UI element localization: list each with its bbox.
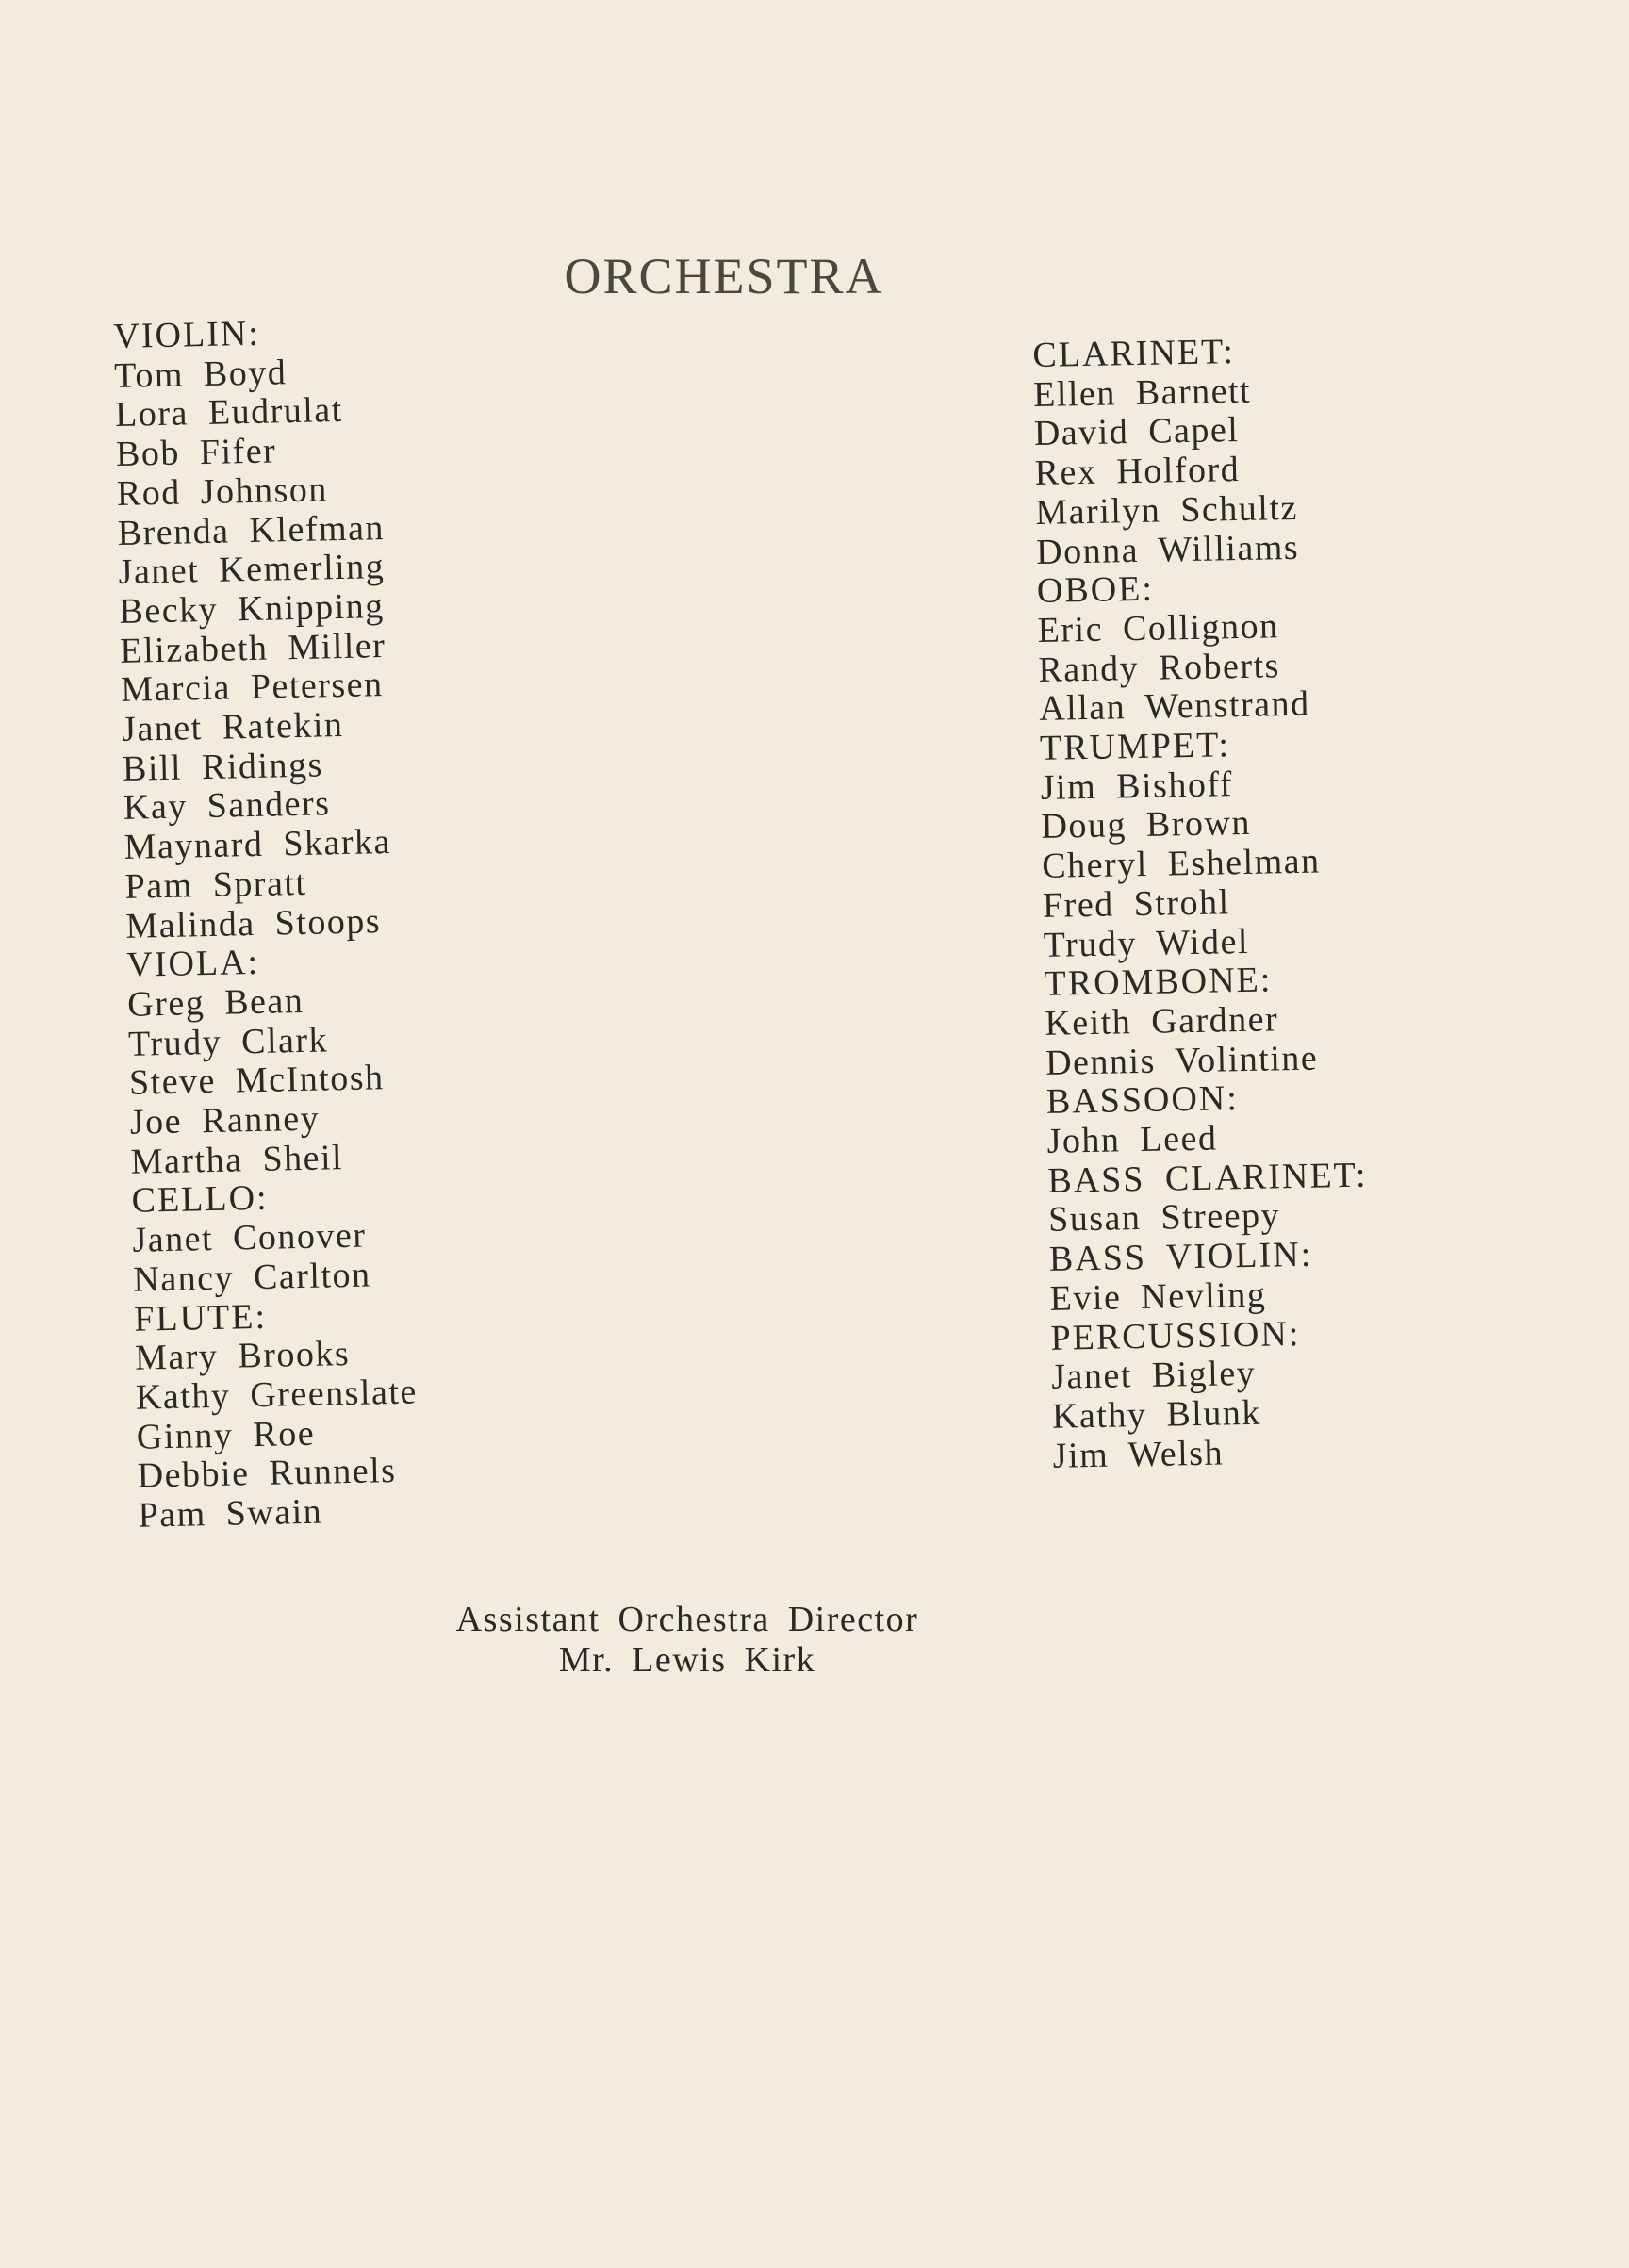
section-heading: VIOLA:	[125, 943, 260, 986]
member-name: Dennis Volintine	[1045, 1038, 1319, 1083]
credit-name: Mr. Lewis Kirk	[558, 1640, 816, 1680]
member-name: Kay Sanders	[123, 783, 331, 829]
section-heading: TROMBONE:	[1044, 960, 1273, 1005]
section-heading: PERCUSSION:	[1050, 1313, 1301, 1358]
member-name: Ginny Roe	[136, 1413, 316, 1457]
member-name: Keith Gardner	[1044, 999, 1279, 1044]
member-name: Trudy Clark	[127, 1020, 329, 1064]
member-name: Janet Ratekin	[121, 705, 344, 749]
section-heading: CLARINET:	[1031, 332, 1236, 375]
member-name: Maynard Skarka	[123, 822, 392, 868]
member-name: Janet Bigley	[1050, 1354, 1257, 1398]
member-name: Nancy Carlton	[132, 1255, 371, 1300]
member-name: Becky Knipping	[119, 585, 386, 632]
member-name: Rex Holford	[1034, 450, 1241, 494]
member-name: Janet Kemerling	[118, 547, 386, 593]
member-name: Kathy Greenslate	[135, 1372, 419, 1418]
section-heading: TRUMPET:	[1039, 725, 1231, 768]
section-heading: CELLO:	[131, 1178, 270, 1222]
member-name: Allan Wenstrand	[1038, 684, 1310, 730]
member-name: Kathy Blunk	[1051, 1392, 1262, 1437]
section-heading: BASS CLARINET:	[1047, 1155, 1368, 1201]
member-name: Trudy Widel	[1043, 921, 1250, 965]
member-name: Doug Brown	[1041, 803, 1252, 847]
section-heading: OBOE:	[1036, 568, 1155, 612]
member-name: Martha Sheil	[130, 1137, 344, 1182]
member-name: Eric Collignon	[1037, 606, 1279, 650]
member-name: Bob Fifer	[115, 431, 277, 475]
member-name: Ellen Barnett	[1032, 370, 1252, 415]
member-name: Malinda Stoops	[125, 900, 382, 946]
member-name: Susan Streepy	[1047, 1195, 1281, 1241]
member-name: Mary Brooks	[134, 1334, 351, 1379]
member-name: Cheryl Eshelman	[1041, 841, 1321, 887]
member-name: Janet Conover	[132, 1215, 367, 1260]
right-roster-column	[1032, 331, 1373, 1476]
member-name: Marcia Petersen	[120, 665, 385, 711]
member-name: Bill Ridings	[122, 745, 324, 789]
member-name: Pam Spratt	[124, 863, 307, 907]
member-name: Tom Boyd	[113, 352, 288, 396]
member-name: Fred Strohl	[1042, 882, 1230, 926]
member-name: Jim Welsh	[1052, 1433, 1225, 1476]
member-name: Debbie Runnels	[137, 1451, 397, 1497]
member-name: Rod Johnson	[116, 469, 329, 514]
member-name: David Capel	[1033, 410, 1240, 454]
member-name: Joe Ranney	[129, 1098, 321, 1142]
page-title: ORCHESTRA	[564, 248, 884, 304]
credit-role: Assistant Orchestra Director	[455, 1600, 919, 1639]
member-name: Brenda Klefman	[117, 507, 386, 553]
member-name: Lora Eudrulat	[114, 390, 344, 436]
section-heading: BASS VIOLIN:	[1048, 1234, 1313, 1280]
member-name: Steve McIntosh	[128, 1058, 385, 1104]
member-name: Randy Roberts	[1038, 645, 1281, 690]
member-name: Greg Bean	[126, 980, 304, 1025]
member-name: Jim Bishoff	[1040, 764, 1234, 808]
section-heading: VIOLIN:	[112, 313, 261, 356]
left-roster-column	[113, 312, 420, 1537]
section-heading: FLUTE:	[133, 1296, 268, 1339]
member-name: Marilyn Schultz	[1035, 487, 1299, 533]
section-heading: BASSOON:	[1045, 1078, 1240, 1123]
member-name: Pam Swain	[138, 1491, 323, 1536]
member-name: Evie Nevling	[1049, 1274, 1267, 1319]
member-name: Elizabeth Miller	[119, 625, 387, 671]
member-name: Donna Williams	[1035, 527, 1300, 572]
member-name: John Leed	[1046, 1118, 1218, 1161]
